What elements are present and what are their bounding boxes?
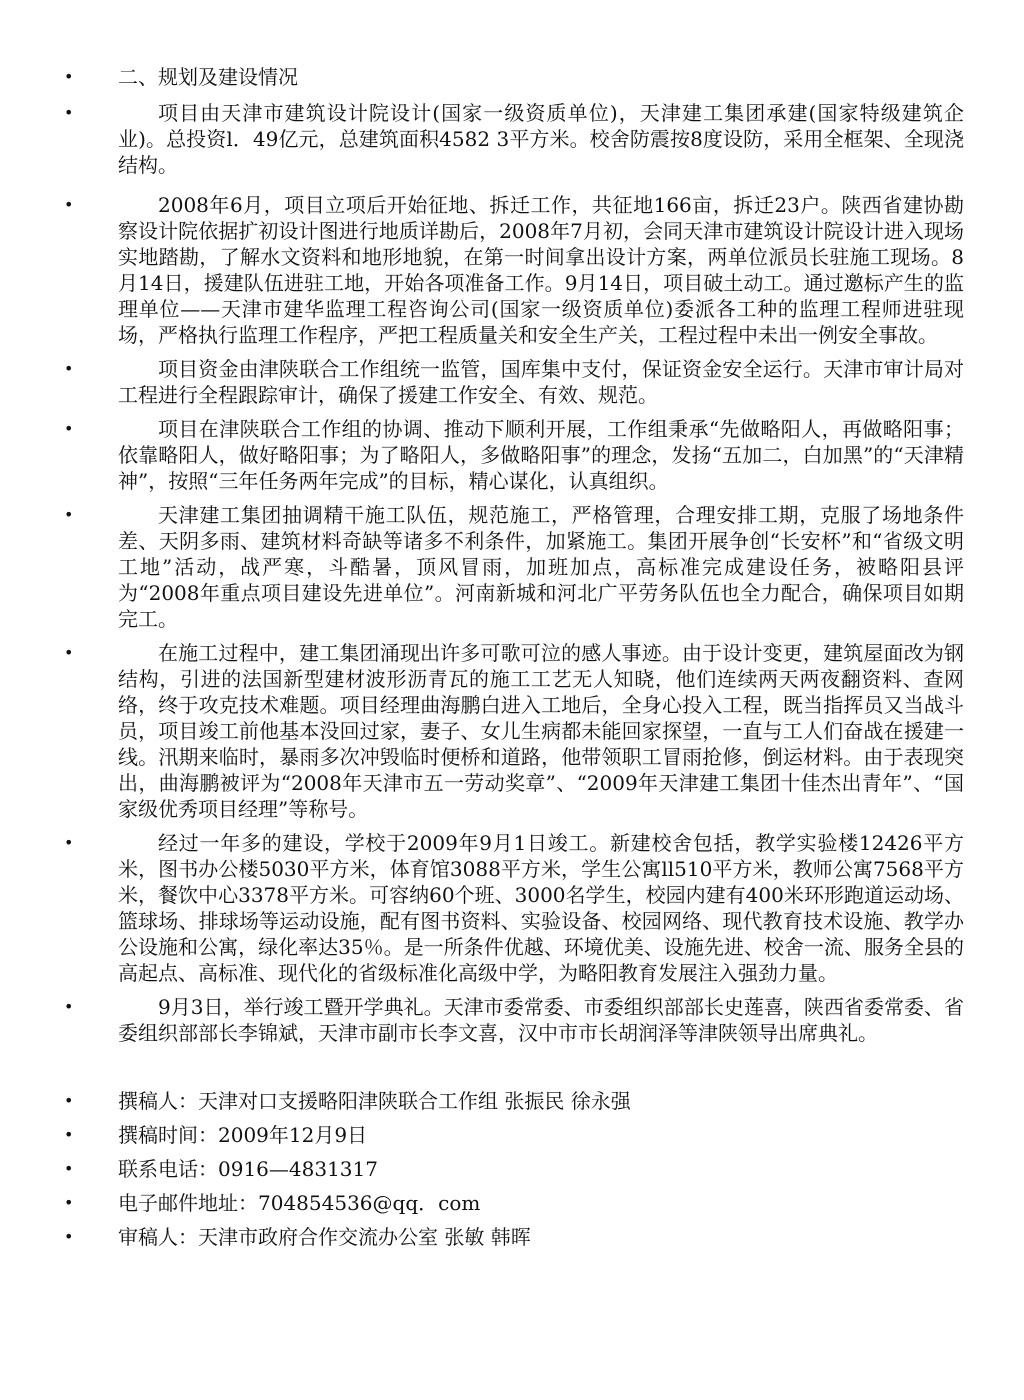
paragraph-text: 项目由天津市建筑设计院设计(国家一级资质单位)，天津建工集团承建(国家特级建筑企业)。总投资l．49亿元，总建筑面积4582 3平方米。校舍防震按8度设防，采用全框架、全现浇结构。 — [118, 101, 964, 177]
paragraph-text: 项目资金由津陕联合工作组统一监管，国库集中支付，保证资金安全运行。天津市审计局对工程进行全程跟踪审计，确保了援建工作安全、有效、规范。 — [118, 357, 964, 407]
bullet-icon: • — [64, 1193, 74, 1212]
paragraph-item — [64, 502, 964, 632]
section-heading-item — [64, 64, 964, 90]
bullet-icon: • — [64, 997, 74, 1016]
bullet-icon: • — [64, 103, 74, 122]
bullet-icon: • — [64, 1227, 74, 1246]
bullet-icon: • — [64, 643, 74, 662]
document-body — [64, 64, 964, 1250]
paragraph-item — [64, 100, 964, 178]
paragraph-text: 经过一年多的建设，学校于2009年9月1日竣工。新建校舍包括，教学实验楼12426平方米，图书办公楼5030平方米，体育馆3088平方米，学生公寓ll510平方米，教师公寓7568平方米，餐饮中心3378平方米。可容纳60个班、3000名学生，校园内建有400米环形跑道运动场、篮球场、排球场等运动设施，配有图书资料、实验设备、校园网络、现代教育技术设施、教学办公设施和公寓，绿化率达35％。是一所条件优越、环境优美、设施先进、校舍一流、服务全县的高起点、高标准、现代化的省级标准化高级中学，为略阳教育发展注入强劲力量。 — [118, 831, 964, 985]
paragraph-item — [64, 994, 964, 1046]
bullet-icon: • — [64, 505, 74, 524]
bullet-icon: • — [64, 359, 74, 378]
meta-email — [64, 1190, 964, 1216]
paragraph-text: 在施工过程中，建工集团涌现出许多可歌可泣的感人事迹。由于设计变更，建筑屋面改为钢结构，引进的法国新型建材波形沥青瓦的施工工艺无人知晓，他们连续两天两夜翻资料、查网络，终于攻克技术难题。项目经理曲海鹏白进入工地后，全身心投入工程，既当指挥员又当战斗员，项目竣工前他基本没回过家，妻子、女儿生病都未能回家探望，一直与工人们奋战在援建一线。汛期来临时，暴雨多次冲毁临时便桥和道路，他带领职工冒雨抢修，倒运材料。由于表现突出，曲海鹏被评为“2008年天津市五一劳动奖章”、“2009年天津建工集团十佳杰出青年”、“国家级优秀项目经理”等称号。 — [118, 641, 964, 821]
bullet-icon: • — [64, 67, 74, 86]
bullet-icon: • — [64, 195, 74, 214]
meta-reviewer-text: 审稿人：天津市政府合作交流办公室 张敏 韩晖 — [118, 1225, 531, 1249]
paragraph-item — [64, 192, 964, 348]
meta-phone — [64, 1156, 964, 1182]
section-heading: 二、规划及建设情况 — [118, 65, 298, 89]
paragraph-item — [64, 416, 964, 494]
meta-author — [64, 1088, 964, 1114]
meta-date — [64, 1122, 964, 1148]
paragraph-text: 天津建工集团抽调精干施工队伍，规范施工，严格管理，合理安排工期，克服了场地条件差、天阴多雨、建筑材料奇缺等诸多不利条件，加紧施工。集团开展争创“长安杯”和“省级文明工地”活动，战严寒，斗酷暑，顶风冒雨，加班加点，高标准完成建设任务，被略阳县评为“2008年重点项目建设先进单位”。河南新城和河北广平劳务队伍也全力配合，确保项目如期完工。 — [118, 503, 964, 631]
spacer — [64, 1054, 964, 1088]
meta-date-text: 撰稿时间：2009年12月9日 — [118, 1123, 368, 1147]
paragraph-item — [64, 356, 964, 408]
meta-email-text: 电子邮件地址：704854536@qq．com — [118, 1191, 481, 1215]
paragraph-item — [64, 640, 964, 822]
bullet-icon: • — [64, 419, 74, 438]
meta-phone-text: 联系电话：0916—4831317 — [118, 1157, 378, 1181]
meta-author-text: 撰稿人：天津对口支援略阳津陕联合工作组 张振民 徐永强 — [118, 1089, 631, 1113]
bullet-icon: • — [64, 1125, 74, 1144]
meta-reviewer — [64, 1224, 964, 1250]
paragraph-text: 9月3日，举行竣工暨开学典礼。天津市委常委、市委组织部部长史莲喜，陕西省委常委、省委组织部部长李锦斌，天津市副市长李文喜，汉中市市长胡润泽等津陕领导出席典礼。 — [118, 995, 964, 1045]
paragraph-item — [64, 830, 964, 986]
bullet-icon: • — [64, 1159, 74, 1178]
paragraph-text: 项目在津陕联合工作组的协调、推动下顺利开展，工作组秉承“先做略阳人，再做略阳事；依靠略阳人，做好略阳事；为了略阳人，多做略阳事”的理念，发扬“五加二，白加黑”的“天津精神”，按照“三年任务两年完成”的目标，精心谋化，认真组织。 — [118, 417, 964, 493]
paragraph-text: 2008年6月，项目立项后开始征地、拆迁工作，共征地166亩，拆迁23户。陕西省建协勘察设计院依据扩初设计图进行地质详勘后，2008年7月初，会同天津市建筑设计院设计进入现场实地踏勘，了解水文资料和地形地貌，在第一时间拿出设计方案，两单位派员长驻施工现场。8月14日，援建队伍进驻工地，开始各项准备工作。9月14日，项目破土动工。通过邀标产生的监理单位——天津市建华监理工程咨询公司(国家一级资质单位)委派各工种的监理工程师进驻现场，严格执行监理工作程序，严把工程质量关和安全生产关，工程过程中未出一例安全事故。 — [118, 193, 964, 347]
bullet-icon: • — [64, 1091, 74, 1110]
bullet-icon: • — [64, 833, 74, 852]
